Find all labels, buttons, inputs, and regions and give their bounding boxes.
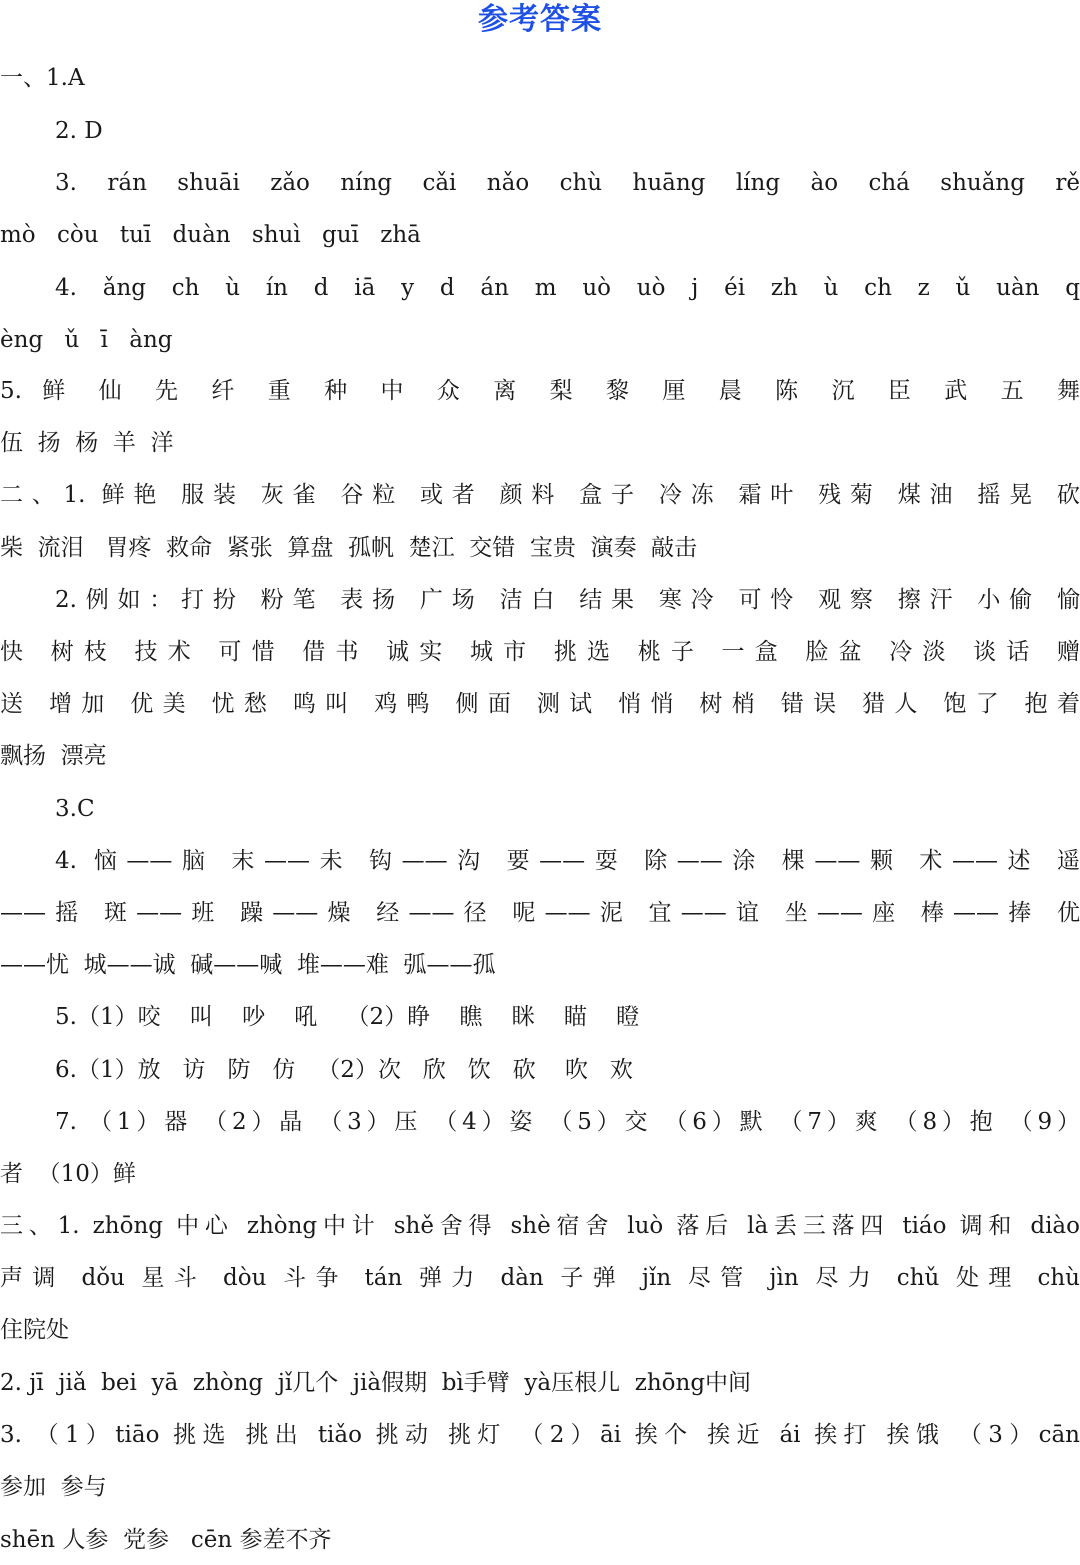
answer-line-10: 柴 流泪 胃疼 救命 紧张 算盘 孤帆 楚江 交错 宝贵 演奏 敲击 [0, 535, 698, 561]
page-title: 参考答案 [478, 2, 602, 37]
answer-line-21: 7. （1）器 （2）晶 （3）压 （4）姿 （5）交 （6）默 （7）爽 （8）抱 （9） [55, 1109, 1080, 1135]
answer-line-13: 送 增加 优美 忧愁 鸣叫 鸡鸭 侧面 测试 悄悄 树梢 错误 猎人 饱了 抱着 [0, 691, 1080, 717]
answer-line-2: 2. D [55, 118, 103, 144]
answer-line-7: 5. 鲜 仙 先 纤 重 种 中 众 离 梨 黎 厘 晨 陈 沉 臣 武 五 舞 [0, 378, 1080, 404]
answer-line-25: 住院处 [0, 1317, 69, 1343]
answer-line-29: shēn 人参 党参 cēn 参差不齐 [0, 1527, 332, 1553]
answer-line-5: 4. ǎng ch ù ín d iā y d án m uò uò j éi zh ù ch z ǔ uàn q [55, 275, 1080, 301]
answer-line-28: 参加 参与 [0, 1474, 107, 1500]
answer-line-4: mò còu tuī duàn shuì guī zhā [0, 222, 421, 248]
answer-line-11: 2.例如：打扮 粉笔 表扬 广场 洁白 结果 寒冷 可怜 观察 擦汗 小偷 愉 [55, 587, 1080, 613]
answer-line-27: 3. （1）tiāo 挑选 挑出 tiǎo 挑动 挑灯 （2）āi 挨个 挨近 ái 挨打 挨饿 （3）cān [0, 1422, 1080, 1448]
answer-line-9: 二、1. 鲜艳 服装 灰雀 谷粒 或者 颜料 盒子 冷冻 霜叶 残菊 煤油 摇晃 砍 [0, 482, 1080, 508]
answer-line-6: èng ǔ ī àng [0, 327, 173, 353]
answer-line-14: 飘扬 漂亮 [0, 743, 107, 769]
answer-line-26: 2. jī jiǎ bei yā zhòng jǐ几个 jià假期 bì手臂 yà压根儿 zhōng中间 [0, 1370, 752, 1396]
answer-line-22: 者 （10）鲜 [0, 1161, 136, 1187]
answer-line-18: ——忧 城——诚 碱——喊 堆——难 弧——孤 [0, 952, 496, 978]
answer-line-20: 6.（1）放 访 防 仿 （2）次 欣 饮 砍 吹 欢 [55, 1057, 633, 1083]
answer-line-8: 伍 扬 杨 羊 洋 [0, 430, 174, 456]
answer-line-15: 3.C [55, 796, 95, 822]
answer-line-23: 三、1. zhōng 中心 zhòng中计 shě舍得 shè宿舍 luò 落后 là丢三落四 tiáo 调和 diào [0, 1213, 1080, 1239]
answer-line-24: 声调 dǒu 星斗 dòu 斗争 tán 弹力 dàn 子弹 jǐn 尽管 jìn 尽力 chǔ 处理 chù [0, 1265, 1080, 1291]
answer-line-1: 一、1.A [0, 65, 85, 91]
answer-line-12: 快 树枝 技术 可惜 借书 诚实 城市 挑选 桃子 一盒 脸盆 冷淡 谈话 赠 [0, 639, 1080, 665]
answer-line-19: 5.（1）咬 叫 吵 吼 （2）睁 瞧 眯 瞄 瞪 [55, 1004, 640, 1030]
answer-line-16: 4. 恼——脑 末——未 钩——沟 要——耍 除——涂 棵——颗 术——述 遥 [55, 848, 1080, 874]
answer-line-3: 3. rán shuāi zǎo níng cǎi nǎo chù huāng líng ào chá shuǎng rě [55, 170, 1080, 196]
answer-line-17: ——摇 斑——班 躁——燥 经——径 呢——泥 宜——谊 坐——座 棒——捧 优 [0, 900, 1080, 926]
